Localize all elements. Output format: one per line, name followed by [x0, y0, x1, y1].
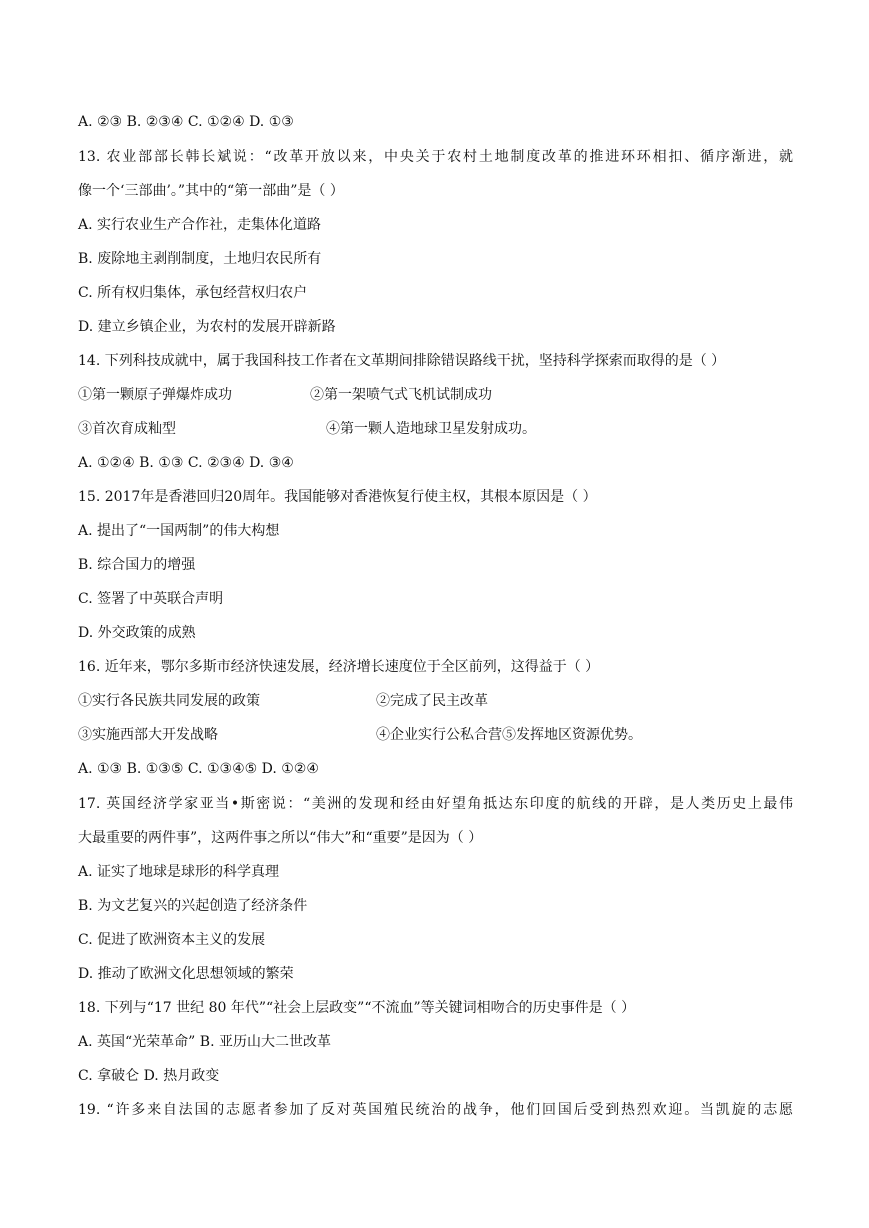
- q14-options: A. ①②④ B. ①③ C. ②③④ D. ③④: [78, 455, 294, 471]
- q15-option-c: C. 签署了中英联合声明: [78, 591, 224, 607]
- q16-item-1: ①实行各民族共同发展的政策: [78, 693, 260, 709]
- q16-item-3: ③实施西部大开发战略: [78, 727, 218, 743]
- q14-stem: 14. 下列科技成就中，属于我国科技工作者在文革期间排除错误路线干扰，坚持科学探索而取得的是（ ）: [78, 353, 726, 369]
- q16-stem: 16. 近年来，鄂尔多斯市经济快速发展，经济增长速度位于全区前列，这得益于（ ）: [78, 659, 600, 675]
- q18-options-ab: A. 英国“光荣革命” B. 亚历山大二世改革: [78, 1034, 331, 1050]
- q15-stem: 15. 2017年是香港回归20周年。我国能够对香港恢复行使主权，其根本原因是（ ）: [78, 489, 597, 505]
- q13-option-a: A. 实行农业生产合作社，走集体化道路: [78, 217, 322, 233]
- q16-item-2: ②完成了民主改革: [376, 693, 488, 709]
- q14-item-2: ②第一架喷气式飞机试制成功: [310, 387, 492, 403]
- q17-option-d: D. 推动了欧洲文化思想领域的繁荣: [78, 966, 294, 982]
- q17-stem-line1: 17. 英国经济学家亚当•斯密说：“美洲的发现和经由好望角抵达东印度的航线的开辟，是人类历史上最伟: [78, 796, 793, 812]
- q17-option-a: A. 证实了地球是球形的科学真理: [78, 864, 280, 880]
- q13-option-d: D. 建立乡镇企业，为农村的发展开辟新路: [78, 319, 336, 335]
- q17-stem-line2: 大最重要的两件事”，这两件事之所以“伟大”和“重要”是因为（ ）: [78, 830, 483, 846]
- q13-option-c: C. 所有权归集体，承包经营权归农户: [78, 285, 308, 301]
- q12-options: A. ②③ B. ②③④ C. ①②④ D. ①③: [78, 114, 294, 130]
- q18-stem: 18. 下列与“17 世纪 80 年代”“社会上层政变”“不流血”等关键词相吻合的历史事件是（ ）: [78, 1000, 636, 1016]
- q13-stem-line2: 像一个‘三部曲’。”其中的“第一部曲”是（ ）: [78, 183, 344, 199]
- q17-option-b: B. 为文艺复兴的兴起创造了经济条件: [78, 898, 308, 914]
- q19-stem-line1: 19. “许多来自法国的志愿者参加了反对英国殖民统治的战争，他们回国后受到热烈欢迎。当凯旋的志愿: [78, 1102, 793, 1118]
- q14-item-1: ①第一颗原子弹爆炸成功: [78, 387, 232, 403]
- q14-item-3: ③首次育成籼型: [78, 421, 176, 437]
- q15-option-a: A. 提出了“一国两制”的伟大构想: [78, 523, 280, 539]
- q16-options: A. ①③ B. ①③⑤ C. ①③④⑤ D. ①②④: [78, 761, 319, 777]
- q17-option-c: C. 促进了欧洲资本主义的发展: [78, 932, 266, 948]
- q15-option-b: B. 综合国力的增强: [78, 557, 196, 573]
- q18-options-cd: C. 拿破仑 D. 热月政变: [78, 1068, 220, 1084]
- q16-item-4-5: ④企业实行公私合营⑤发挥地区资源优势。: [376, 727, 642, 743]
- q15-option-d: D. 外交政策的成熟: [78, 625, 196, 641]
- q14-item-4: ④第一颗人造地球卫星发射成功。: [326, 421, 536, 437]
- q13-stem-line1: 13. 农业部部长韩长斌说：“改革开放以来，中央关于农村土地制度改革的推进环环相扣、循序渐进，就: [78, 149, 793, 165]
- q13-option-b: B. 废除地主剥削制度，土地归农民所有: [78, 251, 322, 267]
